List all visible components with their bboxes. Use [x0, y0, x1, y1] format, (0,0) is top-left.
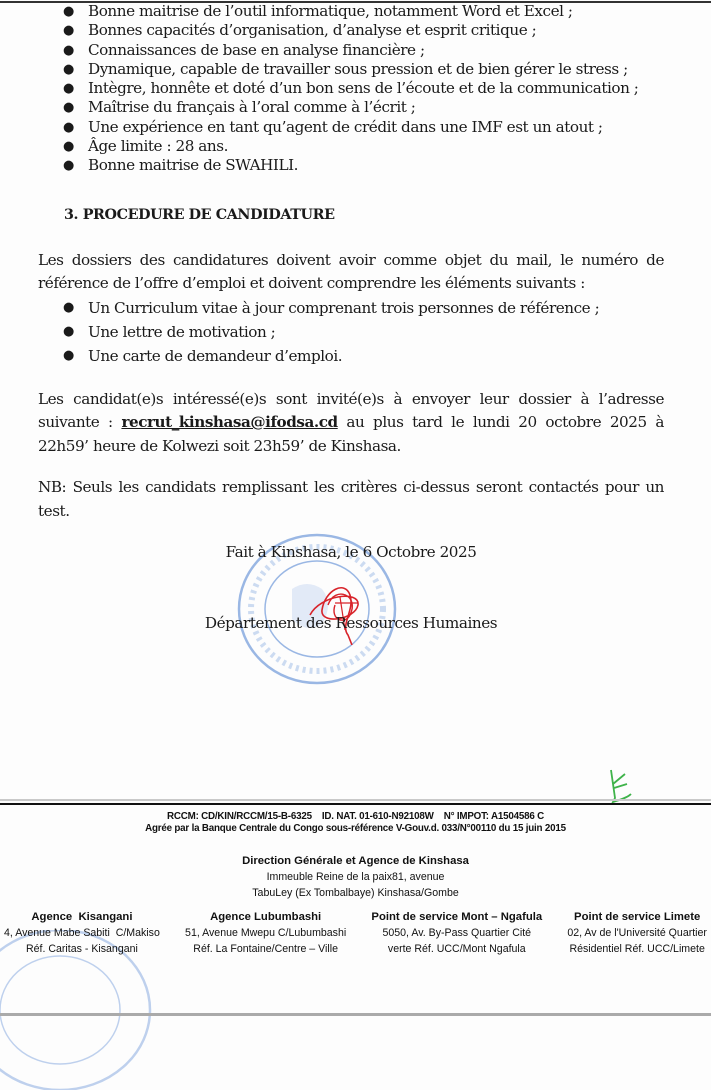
- list-item: ● Maîtrise du français à l’oral comme à l’écrit ;: [63, 98, 416, 117]
- approval-info: Agrée par la Banque Centrale du Congo sous-référence V-Gouv.d. 033/N°00110 du 15 juin 2015: [145, 823, 566, 834]
- branch-title: Point de service Limete: [574, 911, 701, 923]
- list-item: ● Bonne maitrise de SWAHILI.: [63, 156, 299, 175]
- footer-divider: [0, 803, 711, 805]
- bullet-icon: ●: [63, 347, 74, 363]
- list-item: ● Un Curriculum vitae à jour comprenant trois personnes de référence ;: [38, 296, 664, 320]
- head-office-line1: Immeuble Reine de la paix81, avenue: [266, 871, 445, 883]
- branch-kisangani: [4, 909, 160, 957]
- list-item: ● Bonne maitrise de l’outil informatique, notamment Word et Excel ;: [63, 2, 573, 20]
- bullet-icon: ●: [63, 323, 74, 339]
- branch-line2: Réf. La Fontaine/Centre – Ville: [193, 943, 338, 955]
- department-name: Département des Ressources Humaines: [204, 614, 498, 633]
- branch-title: Agence Lubumbashi: [210, 911, 322, 923]
- bullet-icon: ●: [63, 139, 74, 155]
- application-instructions: Les candidat(e)s intéressé(e)s sont invité(e)s à envoyer leur dossier à l’adresse suivante : recrut_kinshasa@ifodsa.cd au plus tard le lundi 20 octobre 2025 à 22h59’ heure de Kolwezi soit 23h59’ de Kinshasa.: [38, 389, 665, 455]
- branch-title: Point de service Mont – Ngafula: [371, 911, 543, 923]
- list-item: ● Bonnes capacités d’organisation, d’analyse et esprit critique ;: [63, 21, 537, 40]
- footer: [0, 799, 711, 957]
- branch-line1: 51, Avenue Mwepu C/Lubumbashi: [185, 927, 347, 939]
- bullet-icon: ●: [63, 100, 74, 116]
- head-office-title: Direction Générale et Agence de Kinshasa: [242, 855, 469, 867]
- bullet-icon: ●: [63, 119, 74, 135]
- list-item: ● Une lettre de motivation ;: [38, 320, 664, 344]
- signature-icon: [300, 575, 380, 645]
- branch-line1: 4, Avenue Mabe Sabiti C/Makiso: [4, 927, 160, 939]
- signature-block: [38, 541, 664, 671]
- branch-line1: 5050, Av. By-Pass Quartier Cité: [382, 927, 532, 939]
- branch-list: [0, 909, 711, 957]
- bullet-icon: ●: [63, 158, 74, 174]
- qualifications-list: [38, 2, 664, 176]
- branch-mont-ngafula: [371, 909, 542, 957]
- procedure-intro: Les dossiers des candidatures doivent avoir comme objet du mail, le numéro de référence de l’offre d’emploi et doivent comprendre les éléments suivants :: [38, 250, 664, 293]
- footer-divider-grey: [0, 799, 711, 801]
- list-item: ● Une expérience en tant qu’agent de crédit dans une IMF est un atout ;: [63, 117, 603, 136]
- section-heading: 3. PROCEDURE DE CANDIDATURE: [64, 206, 335, 223]
- email-link[interactable]: recrut_kinshasa@ifodsa.cd: [121, 413, 338, 432]
- bullet-icon: ●: [63, 61, 74, 77]
- list-item: ● Une carte de demandeur d’emploi.: [38, 344, 664, 368]
- branch-line2: verte Réf. UCC/Mont Ngafula: [387, 943, 526, 955]
- bullet-icon: ●: [63, 4, 74, 19]
- branch-limete: [567, 909, 707, 957]
- place-and-date: Fait à Kinshasa, le 6 Octobre 2025: [225, 543, 477, 562]
- head-office: [0, 853, 711, 901]
- branch-lubumbashi: [185, 909, 346, 957]
- nb-note: NB: Seuls les candidats remplissant les critères ci-dessus seront contactés pour un test.: [38, 478, 664, 520]
- bullet-icon: ●: [63, 23, 74, 39]
- branch-title: Agence Kisangani: [31, 911, 133, 923]
- head-office-line2: TabuLey (Ex Tombalbaye) Kinshasa/Gombe: [252, 887, 459, 899]
- bullet-icon: ●: [63, 299, 74, 315]
- list-item: ● Dynamique, capable de travailler sous pression et de bien gérer le stress ;: [63, 59, 628, 78]
- bullet-icon: ●: [63, 42, 74, 58]
- list-item: ● Âge limite : 28 ans.: [63, 137, 228, 156]
- branch-line2: Réf. Caritas - Kisangani: [25, 943, 138, 955]
- bottom-edge: [0, 1013, 711, 1016]
- list-item: ● Connaissances de base en analyse financière ;: [63, 40, 425, 59]
- branch-line2: Résidentiel Réf. UCC/Limete: [569, 943, 705, 955]
- registration-info: RCCM: CD/KIN/RCCM/15-B-6325 ID. NAT. 01-610-N92108W N° IMPOT: A1504586 C: [166, 811, 545, 822]
- documents-list: [38, 296, 664, 368]
- list-item: ● Intègre, honnête et doté d’un bon sens de l’écoute et de la communication ;: [63, 79, 639, 98]
- branch-line1: 02, Av de l'Université Quartier: [567, 927, 707, 939]
- bullet-icon: ●: [63, 81, 74, 97]
